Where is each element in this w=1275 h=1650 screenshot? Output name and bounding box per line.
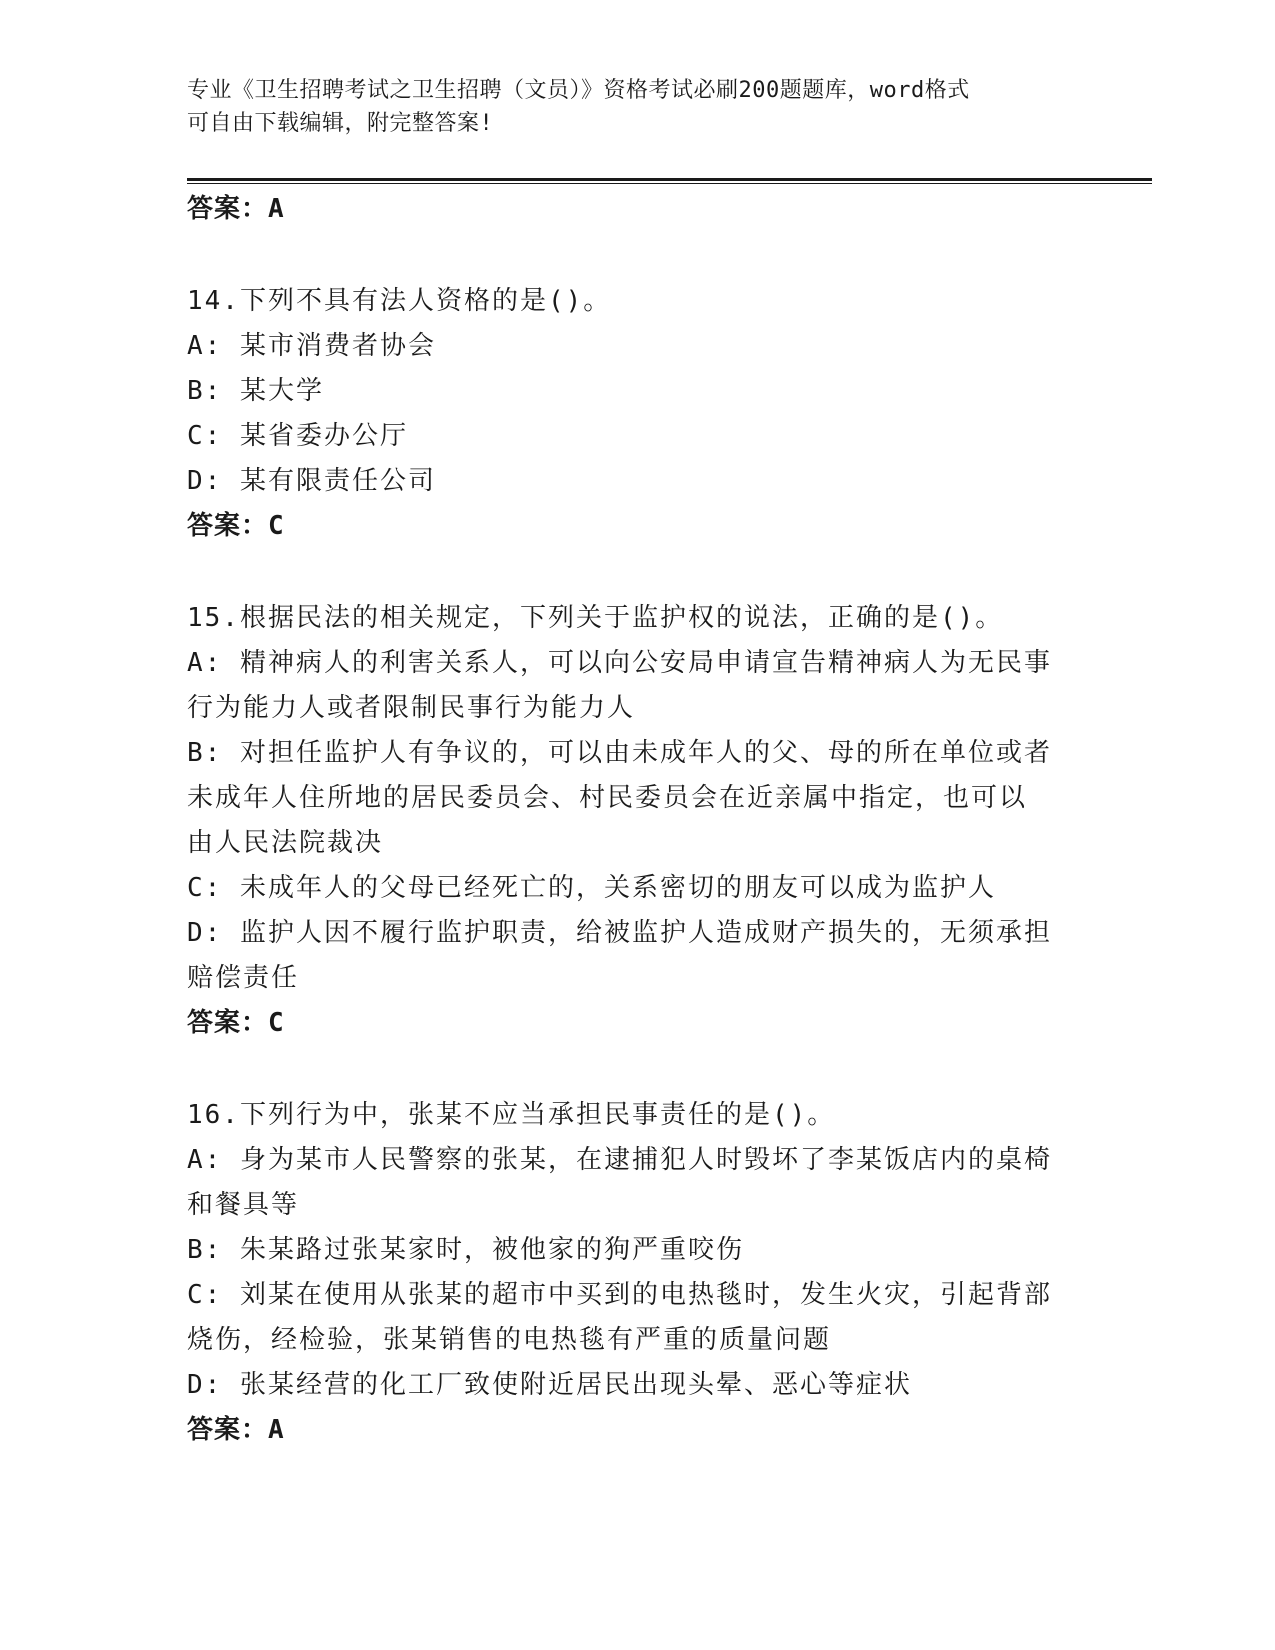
option-a-cont: 和餐具等 — [187, 1190, 300, 1220]
option-a-cont: 行为能力人或者限制民事行为能力人 — [187, 693, 636, 723]
question-stem: 14.下列不具有法人资格的是()。 — [187, 286, 612, 316]
question-stem: 16.下列行为中，张某不应当承担民事责任的是()。 — [187, 1100, 836, 1130]
question-15 — [187, 596, 1077, 1046]
option-a: A: 某市消费者协会 — [187, 331, 436, 361]
header-line-1: 专业《卫生招聘考试之卫生招聘（文员）》资格考试必刷200题题库，word格式 — [187, 78, 970, 103]
spacer — [187, 232, 1077, 279]
question-14 — [187, 279, 1077, 549]
option-c: C: 刘某在使用从张某的超市中买到的电热毯时，发生火灾，引起背部 — [187, 1280, 1052, 1310]
option-b-cont: 未成年人住所地的居民委员会、村民委员会在近亲属中指定，也可以 — [187, 783, 1028, 813]
answer: 答案：A — [187, 1415, 285, 1445]
header-divider-thin — [187, 183, 1152, 184]
header-divider-thick — [187, 178, 1152, 181]
option-b-cont: 由人民法院裁决 — [187, 828, 384, 858]
option-d: D: 某有限责任公司 — [187, 466, 436, 496]
spacer — [187, 549, 1077, 596]
answer: 答案：C — [187, 1008, 285, 1038]
option-c: C: 未成年人的父母已经死亡的，关系密切的朋友可以成为监护人 — [187, 873, 996, 903]
question-16 — [187, 1093, 1077, 1453]
previous-answer: 答案：A — [187, 194, 285, 224]
question-content — [187, 187, 1077, 1453]
header-line-2: 可自由下载编辑，附完整答案! — [187, 111, 494, 136]
option-b: B: 朱某路过张某家时，被他家的狗严重咬伤 — [187, 1235, 744, 1265]
option-d: D: 张某经营的化工厂致使附近居民出现头晕、恶心等症状 — [187, 1370, 912, 1400]
question-stem: 15.根据民法的相关规定，下列关于监护权的说法，正确的是()。 — [187, 603, 1004, 633]
option-d-cont: 赔偿责任 — [187, 963, 300, 993]
document-header — [187, 74, 1067, 140]
option-b: B: 某大学 — [187, 376, 324, 406]
option-c: C: 某省委办公厅 — [187, 421, 408, 451]
option-a: A: 身为某市人民警察的张某，在逮捕犯人时毁坏了李某饭店内的桌椅 — [187, 1145, 1052, 1175]
spacer — [187, 1046, 1077, 1093]
option-c-cont: 烧伤，经检验，张某销售的电热毯有严重的质量问题 — [187, 1325, 832, 1355]
option-a: A: 精神病人的利害关系人，可以向公安局申请宣告精神病人为无民事 — [187, 648, 1052, 678]
answer: 答案：C — [187, 511, 285, 541]
option-d: D: 监护人因不履行监护职责，给被监护人造成财产损失的，无须承担 — [187, 918, 1052, 948]
option-b: B: 对担任监护人有争议的，可以由未成年人的父、母的所在单位或者 — [187, 738, 1052, 768]
